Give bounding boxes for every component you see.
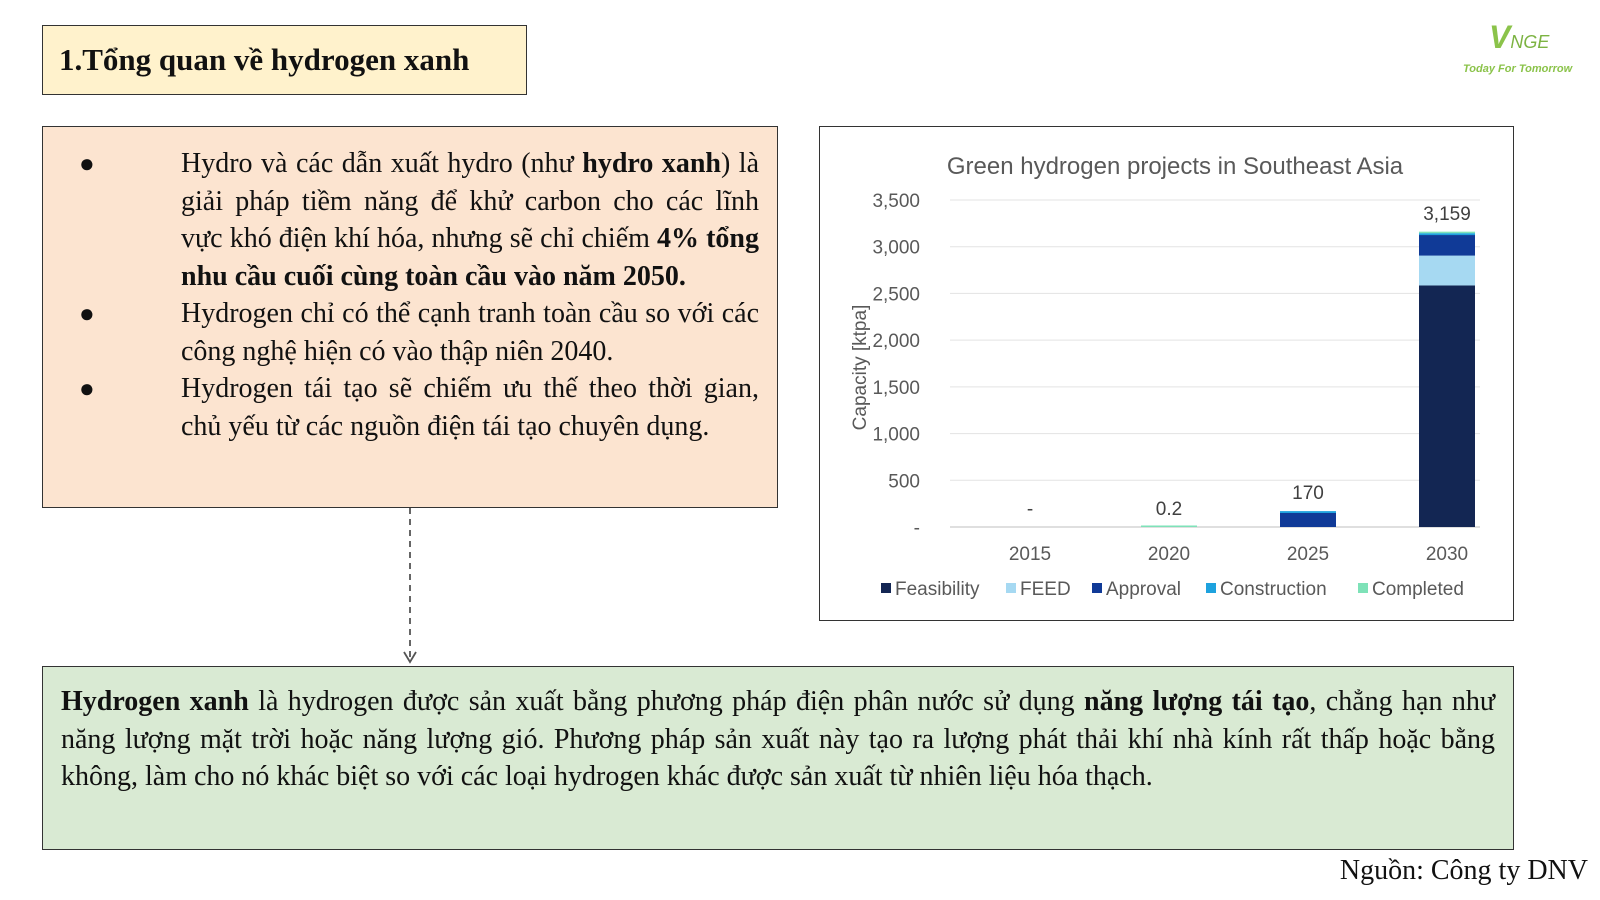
bullet-dot: ● <box>79 299 95 328</box>
bullet-item <box>73 145 759 295</box>
text-segment: Hydrogen tái tạo sẽ chiếm ưu thế theo thời gian, chủ yếu từ các nguồn điện tái tạo chuyên dụng. <box>181 373 759 442</box>
stacked-bar-chart <box>820 127 1515 622</box>
bullet-dot: ● <box>79 149 95 178</box>
logo-mark: VNGE <box>1489 19 1550 55</box>
bar-segment-completed-2020 <box>1141 526 1197 528</box>
bullet-list-box <box>42 126 778 508</box>
bar-total-label: - <box>1026 499 1034 520</box>
bar-total-label: 170 <box>1292 483 1324 505</box>
bar-segment-construction-2025 <box>1280 511 1336 513</box>
legend-swatch-approval <box>1092 583 1102 593</box>
logo-tagline: Today For Tomorrow <box>1463 63 1573 75</box>
bullet-item <box>73 370 759 445</box>
legend-swatch-completed <box>1358 583 1368 593</box>
bar-segment-construction-2030 <box>1419 233 1475 235</box>
bar-segment-approval-2025 <box>1280 513 1336 527</box>
y-axis-label: Capacity [ktpa] <box>850 304 871 431</box>
legend-label: Approval <box>1106 579 1181 600</box>
bullet-item <box>73 295 759 370</box>
bar-segment-feasibility-2030 <box>1419 285 1475 527</box>
text-segment: Hydrogen chỉ có thể cạnh tranh toàn cầu so với các công nghệ hiện có vào thập niên 2040. <box>181 298 759 367</box>
legend-label: Feasibility <box>895 579 980 600</box>
legend-swatch-feed <box>1006 583 1016 593</box>
bold-text: 4% tổng nhu cầu cuối cùng toàn cầu vào năm 2050. <box>181 223 759 292</box>
y-tick-label: 3,000 <box>872 237 920 259</box>
y-tick-label: 500 <box>888 471 920 493</box>
legend-label: FEED <box>1020 579 1071 600</box>
bar-segment-feed-2030 <box>1419 256 1475 286</box>
text-segment: là hydrogen được sản xuất bằng phương pháp điện phân nước sử dụng <box>248 686 1085 717</box>
bold-text: hydro xanh <box>582 148 721 179</box>
x-tick-label: 2020 <box>1147 544 1191 565</box>
text-segment: Hydro và các dẫn xuất hydro (như <box>181 148 583 179</box>
legend-label: Construction <box>1220 579 1327 600</box>
legend-swatch-feasibility <box>881 583 891 593</box>
text-segment: ) là giải pháp tiềm năng để khử carbon cho các lĩnh vực khó điện khí hóa, nhưng sẽ chỉ chiếm <box>181 148 760 254</box>
chart-box <box>819 126 1514 621</box>
legend-label: Completed <box>1372 579 1464 600</box>
x-tick-label: 2030 <box>1425 544 1469 565</box>
chart-title: Green hydrogen projects in Southeast Asia <box>946 153 1404 180</box>
vnge-logo <box>1455 15 1600 85</box>
y-tick-label: 2,000 <box>872 331 920 353</box>
legend-swatch-construction <box>1206 583 1216 593</box>
y-tick-label: 1,000 <box>872 424 920 446</box>
page-title: 1.Tổng quan về hydrogen xanh <box>59 42 470 77</box>
definition-text <box>61 683 1495 796</box>
bar-segment-completed-2030 <box>1419 232 1475 234</box>
text-segment: , chẳng hạn như năng lượng mặt trời hoặc năng lượng gió. Phương pháp sản xuất này tạo ra lượng phát thải khí nhà kính rất thấp hoặc bằng không, làm cho nó khác biệt so với các loại hydrogen khác được sản xuất từ nhiên liệu hóa thạch. <box>61 686 1496 792</box>
bar-segment-approval-2030 <box>1419 235 1475 256</box>
y-tick-label: - <box>913 518 920 539</box>
bar-total-label: 3,159 <box>1423 203 1471 225</box>
source-note: Nguồn: Công ty DNV <box>1339 855 1588 886</box>
bold-text: Hydrogen xanh <box>61 686 249 717</box>
bar-total-label: 0.2 <box>1155 498 1183 520</box>
x-tick-label: 2025 <box>1286 544 1330 565</box>
definition-box <box>42 666 1514 850</box>
bullet-list <box>73 145 759 445</box>
y-tick-label: 3,500 <box>872 191 920 212</box>
x-tick-label: 2015 <box>1008 544 1052 565</box>
bold-text: năng lượng tái tạo <box>1084 686 1310 717</box>
y-tick-label: 1,500 <box>872 377 920 399</box>
bullet-dot: ● <box>79 374 95 403</box>
title-box <box>42 25 527 95</box>
y-tick-label: 2,500 <box>872 284 920 306</box>
